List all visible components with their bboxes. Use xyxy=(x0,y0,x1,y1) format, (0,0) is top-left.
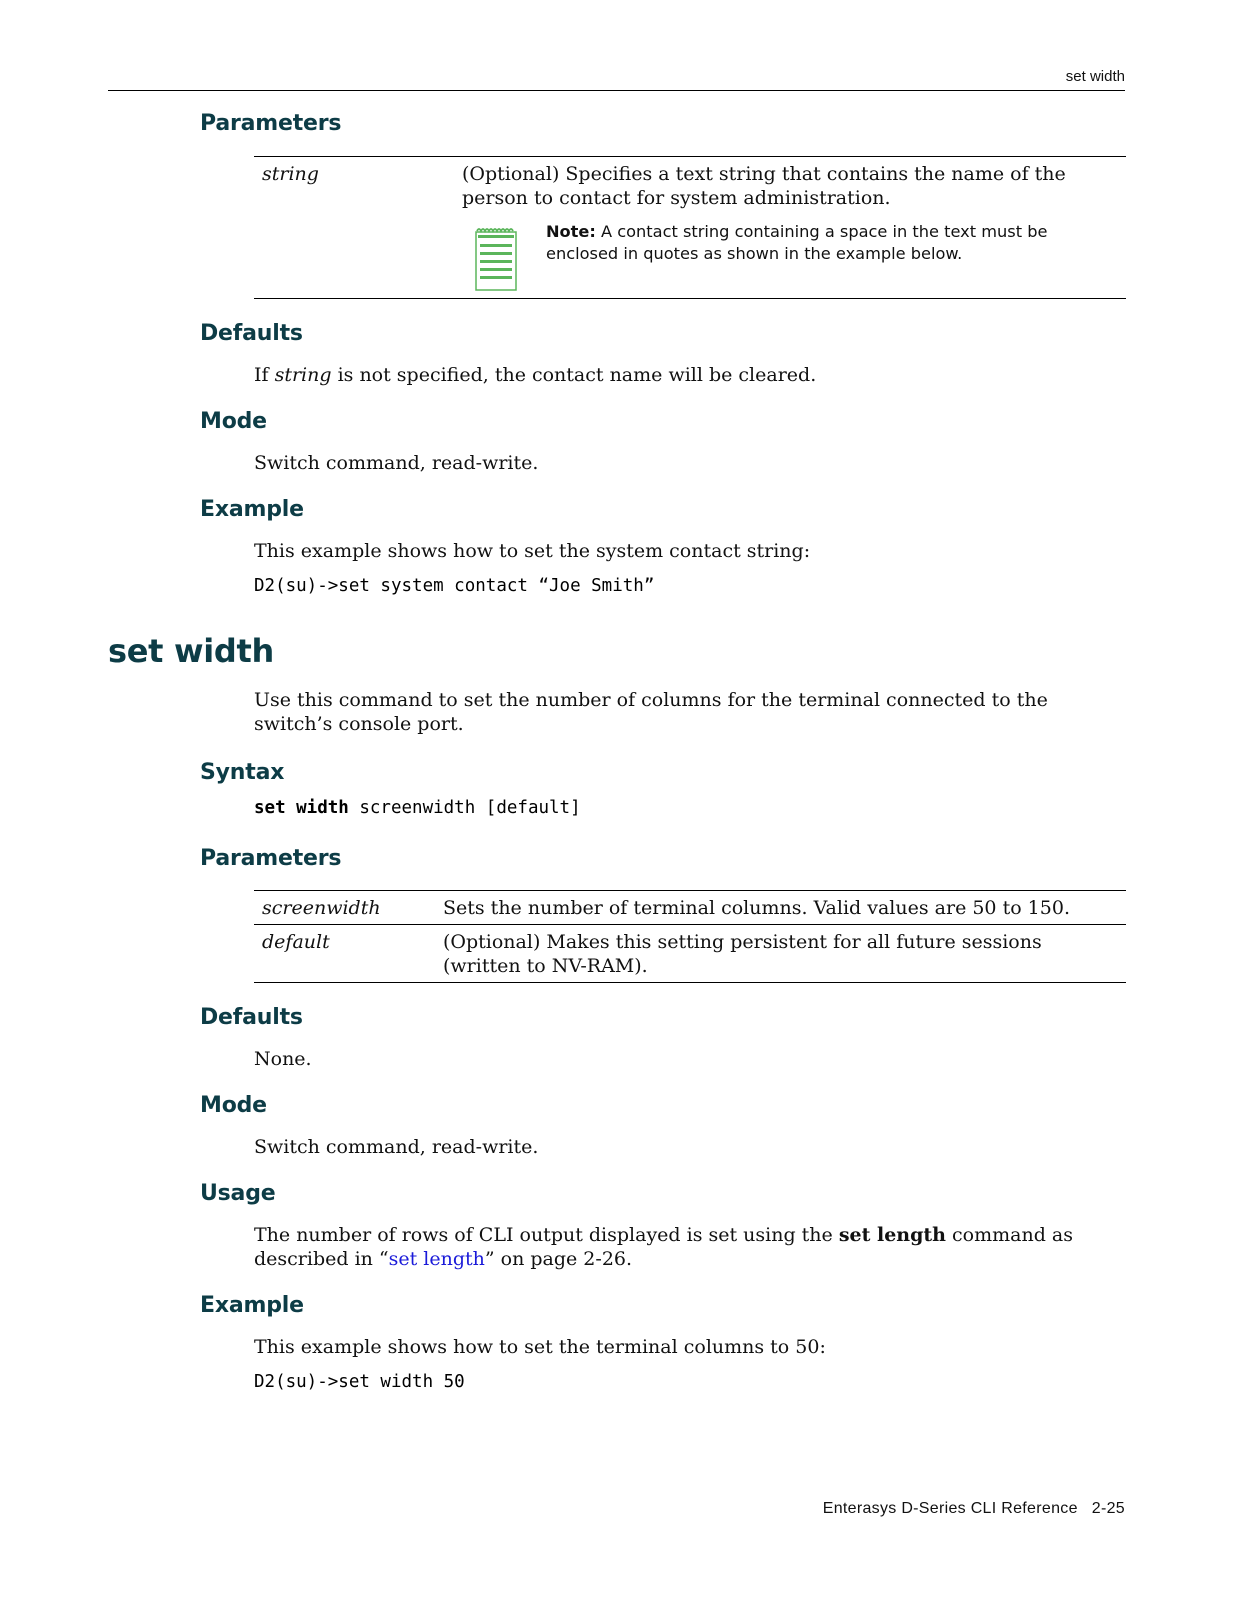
param-term-screenwidth: screenwidth xyxy=(262,897,381,919)
example-heading: Example xyxy=(200,1293,304,1318)
example-text-prev: This example shows how to set the system contact string: xyxy=(254,540,811,562)
note-body: A contact string containing a space in the text must be enclosed in quotes as shown in the example below. xyxy=(546,222,1048,263)
intro-text: Use this command to set the number of columns for the terminal connected to the switch’s console port. xyxy=(254,689,1048,735)
example-code: D2(su)->set width 50 xyxy=(254,1372,465,1392)
mode-text: Switch command, read-write. xyxy=(254,1136,539,1158)
defaults-heading-prev: Defaults xyxy=(200,321,303,346)
note-text xyxy=(546,221,1122,265)
example-heading-prev: Example xyxy=(200,497,304,522)
notepad-icon xyxy=(474,226,520,292)
table-row-rule xyxy=(254,924,1126,925)
parameters-heading: Parameters xyxy=(200,846,342,871)
param-term-default: default xyxy=(262,931,330,953)
mode-heading: Mode xyxy=(200,1093,267,1118)
defaults-text-prev: If string is not specified, the contact name will be cleared. xyxy=(254,364,817,386)
usage-text: The number of rows of CLI output displayed is set using the set length command as described in “set length” on page 2-26. xyxy=(254,1224,1073,1270)
table-top-rule xyxy=(254,156,1126,157)
syntax-heading: Syntax xyxy=(200,760,285,785)
set-length-link[interactable]: set length xyxy=(388,1248,485,1270)
page-number: 2-25 xyxy=(1091,1500,1125,1517)
syntax-code: set width screenwidth [default] xyxy=(254,798,581,818)
usage-heading: Usage xyxy=(200,1181,276,1206)
param-desc-string: (Optional) Specifies a text string that contains the name of the person to contact for system administration. xyxy=(462,163,1066,209)
defaults-text: None. xyxy=(254,1048,312,1070)
mode-text-prev: Switch command, read-write. xyxy=(254,452,539,474)
running-header: set width xyxy=(1065,68,1125,85)
table-bottom-rule xyxy=(254,982,1126,983)
defaults-heading: Defaults xyxy=(200,1005,303,1030)
param-desc-default: (Optional) Makes this setting persistent for all future sessions (written to NV-RAM). xyxy=(443,931,1042,977)
footer-doc-title: Enterasys D-Series CLI Reference xyxy=(822,1500,1078,1517)
header-rule xyxy=(108,90,1125,91)
example-text: This example shows how to set the terminal columns to 50: xyxy=(254,1336,826,1358)
note-label: Note: xyxy=(546,222,596,241)
page-title: set width xyxy=(108,632,275,670)
parameters-heading-prev: Parameters xyxy=(200,111,342,136)
param-desc-screenwidth: Sets the number of terminal columns. Valid values are 50 to 150. xyxy=(443,897,1070,919)
param-term-string: string xyxy=(262,163,319,185)
mode-heading-prev: Mode xyxy=(200,409,267,434)
table-bottom-rule xyxy=(254,298,1126,299)
example-code-prev: D2(su)->set system contact “Joe Smith” xyxy=(254,576,655,596)
page-footer xyxy=(823,1500,1125,1518)
table-top-rule xyxy=(254,890,1126,891)
